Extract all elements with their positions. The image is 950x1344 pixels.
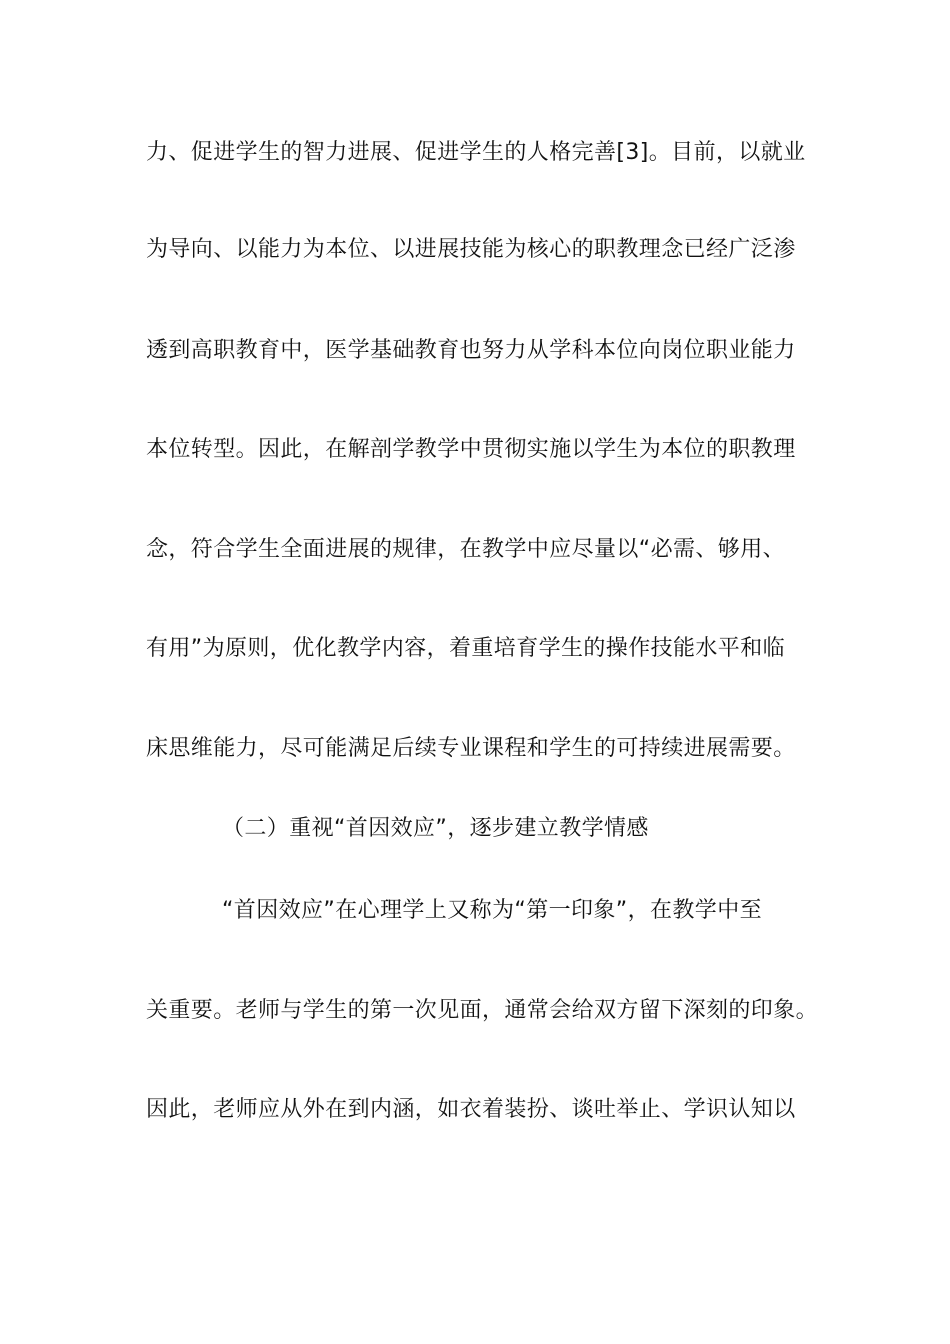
paragraph-first-line: “首因效应”在心理学上又称为“第一印象”，在教学中至	[222, 898, 762, 923]
body-text-line: 本位转型。因此，在解剖学教学中贯彻实施以学生为本位的职教理	[146, 437, 796, 462]
body-text-line: 念，符合学生全面进展的规律，在教学中应尽量以“必需、够用、	[146, 537, 785, 562]
body-text-line: 因此，老师应从外在到内涵，如衣着装扮、谈吐举止、学识认知以	[146, 1097, 796, 1122]
body-text-line: 有用”为原则，优化教学内容，着重培育学生的操作技能水平和临	[146, 636, 785, 661]
body-text-line: 力、促进学生的智力进展、促进学生的人格完善[3]。目前，以就业	[146, 140, 806, 165]
body-text-line: 床思维能力，尽可能满足后续专业课程和学生的可持续进展需要。	[146, 736, 796, 761]
body-text-line: 关重要。老师与学生的第一次见面，通常会给双方留下深刻的印象。	[146, 998, 819, 1023]
body-text-line: 透到高职教育中，医学基础教育也努力从学科本位向岗位职业能力	[146, 338, 796, 363]
section-heading: （二）重视“首因效应”，逐步建立教学情感	[222, 816, 649, 841]
body-text-line: 为导向、以能力为本位、以进展技能为核心的职教理念已经广泛渗	[146, 237, 796, 262]
